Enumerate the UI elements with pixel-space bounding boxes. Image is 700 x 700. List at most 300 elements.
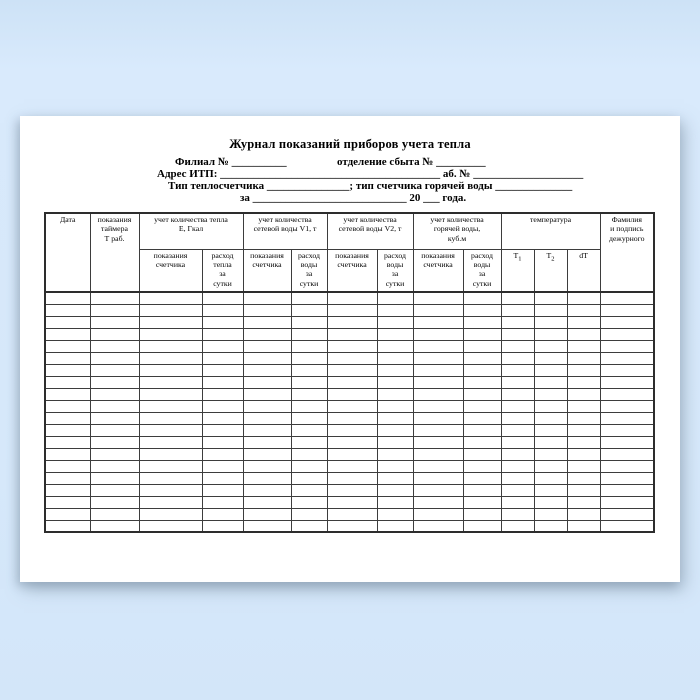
empty-cell — [45, 520, 90, 532]
empty-cell — [139, 424, 202, 436]
empty-cell — [45, 508, 90, 520]
empty-cell — [90, 484, 139, 496]
temp-t2-base: T — [546, 250, 552, 260]
branch-field — [175, 156, 287, 168]
empty-cell — [534, 460, 567, 472]
empty-cell — [327, 412, 377, 424]
empty-cell — [567, 388, 600, 400]
empty-cell — [600, 364, 654, 376]
empty-cell — [463, 400, 501, 412]
empty-cell — [600, 436, 654, 448]
empty-cell — [327, 472, 377, 484]
empty-cell — [243, 460, 291, 472]
empty-cell — [600, 484, 654, 496]
empty-cell — [534, 316, 567, 328]
document-title: Журнал показаний приборов учета тепла — [229, 137, 471, 151]
empty-cell — [567, 520, 600, 532]
empty-row — [45, 328, 654, 340]
empty-cell — [291, 400, 327, 412]
empty-cell — [377, 508, 413, 520]
empty-cell — [139, 316, 202, 328]
empty-cell — [534, 436, 567, 448]
empty-cell — [243, 352, 291, 364]
period-field — [240, 192, 466, 204]
empty-cell — [291, 292, 327, 304]
empty-cell — [291, 472, 327, 484]
empty-cell — [90, 400, 139, 412]
empty-cell — [413, 496, 463, 508]
empty-cell — [600, 460, 654, 472]
empty-cell — [413, 472, 463, 484]
empty-cell — [534, 292, 567, 304]
empty-cell — [413, 520, 463, 532]
empty-cell — [600, 376, 654, 388]
empty-cell — [501, 376, 534, 388]
empty-cell — [243, 364, 291, 376]
empty-cell — [567, 412, 600, 424]
empty-row — [45, 364, 654, 376]
heatmeter-type-label: Тип теплосчетчика — [168, 180, 265, 192]
empty-cell — [501, 520, 534, 532]
empty-cell — [377, 448, 413, 460]
empty-cell — [291, 496, 327, 508]
empty-cell — [90, 316, 139, 328]
empty-cell — [45, 376, 90, 388]
empty-cell — [45, 412, 90, 424]
empty-cell — [90, 508, 139, 520]
empty-cell — [600, 496, 654, 508]
empty-cell — [377, 364, 413, 376]
header-hotwater-meter-reading: показания счетчика — [413, 249, 463, 292]
header-group-network-water-v1: учет количества сетевой воды V1, т — [243, 213, 327, 249]
empty-cell — [139, 388, 202, 400]
empty-cell — [377, 496, 413, 508]
empty-cell — [567, 292, 600, 304]
empty-cell — [501, 364, 534, 376]
empty-cell — [139, 472, 202, 484]
header-temp-t2 — [534, 249, 567, 292]
empty-cell — [463, 304, 501, 316]
empty-cell — [202, 424, 243, 436]
empty-cell — [202, 448, 243, 460]
empty-cell — [501, 436, 534, 448]
empty-cell — [90, 460, 139, 472]
empty-cell — [534, 376, 567, 388]
empty-cell — [202, 436, 243, 448]
empty-cell — [534, 496, 567, 508]
empty-cell — [534, 472, 567, 484]
empty-cell — [413, 388, 463, 400]
empty-row — [45, 472, 654, 484]
empty-cell — [90, 388, 139, 400]
empty-cell — [567, 328, 600, 340]
empty-cell — [202, 364, 243, 376]
empty-cell — [139, 436, 202, 448]
empty-row — [45, 400, 654, 412]
empty-cell — [463, 484, 501, 496]
header-hotwater-daily-consumption: расход воды за сутки — [463, 249, 501, 292]
temp-t1-sub: 1 — [518, 255, 522, 263]
empty-cell — [202, 304, 243, 316]
empty-cell — [45, 460, 90, 472]
empty-cell — [243, 388, 291, 400]
header-temp-dt — [567, 249, 600, 292]
address-blank: ________________________________________ — [220, 168, 441, 180]
empty-cell — [327, 352, 377, 364]
empty-cell — [291, 460, 327, 472]
empty-cell — [327, 328, 377, 340]
empty-cell — [45, 496, 90, 508]
empty-cell — [463, 436, 501, 448]
empty-cell — [243, 472, 291, 484]
empty-cell — [600, 340, 654, 352]
empty-cell — [413, 328, 463, 340]
empty-cell — [139, 448, 202, 460]
empty-cell — [139, 292, 202, 304]
empty-cell — [463, 376, 501, 388]
empty-cell — [567, 304, 600, 316]
empty-row — [45, 388, 654, 400]
empty-cell — [327, 388, 377, 400]
empty-cell — [413, 292, 463, 304]
empty-cell — [202, 412, 243, 424]
empty-cell — [501, 412, 534, 424]
empty-cell — [45, 316, 90, 328]
empty-cell — [202, 316, 243, 328]
empty-cell — [534, 352, 567, 364]
empty-cell — [243, 508, 291, 520]
empty-cell — [501, 460, 534, 472]
subscriber-number-label: аб. № — [442, 168, 471, 180]
empty-cell — [291, 424, 327, 436]
empty-cell — [327, 496, 377, 508]
empty-cell — [139, 484, 202, 496]
readings-table — [44, 212, 655, 533]
empty-cell — [413, 352, 463, 364]
empty-cell — [463, 316, 501, 328]
empty-cell — [567, 484, 600, 496]
empty-cell — [243, 412, 291, 424]
empty-cell — [291, 376, 327, 388]
empty-cell — [534, 388, 567, 400]
empty-cell — [600, 388, 654, 400]
empty-cell — [45, 352, 90, 364]
empty-cell — [139, 412, 202, 424]
empty-cell — [202, 292, 243, 304]
empty-cell — [534, 328, 567, 340]
empty-cell — [327, 508, 377, 520]
empty-cell — [534, 340, 567, 352]
empty-cell — [327, 376, 377, 388]
empty-cell — [600, 400, 654, 412]
empty-cell — [377, 388, 413, 400]
empty-cell — [327, 460, 377, 472]
empty-cell — [463, 520, 501, 532]
header-signature: Фамилия и подпись дежурного — [600, 213, 654, 292]
temp-t1-base: T — [513, 250, 519, 260]
empty-cell — [600, 304, 654, 316]
empty-cell — [202, 400, 243, 412]
empty-cell — [463, 424, 501, 436]
header-temp-t1 — [501, 249, 534, 292]
empty-row — [45, 304, 654, 316]
header-group-temperature: температура — [501, 213, 600, 249]
empty-cell — [377, 460, 413, 472]
empty-cell — [534, 484, 567, 496]
empty-cell — [291, 340, 327, 352]
header-group-hot-water: учет количества горячей воды, куб.м — [413, 213, 501, 249]
empty-cell — [600, 520, 654, 532]
empty-cell — [291, 520, 327, 532]
empty-cell — [291, 412, 327, 424]
empty-row — [45, 292, 654, 304]
empty-cell — [567, 508, 600, 520]
empty-cell — [243, 484, 291, 496]
empty-cell — [377, 328, 413, 340]
empty-cell — [243, 496, 291, 508]
empty-cell — [45, 472, 90, 484]
empty-cell — [45, 328, 90, 340]
empty-cell — [377, 400, 413, 412]
table-body — [45, 292, 654, 532]
temp-dt-base: dT — [579, 250, 588, 260]
empty-cell — [90, 352, 139, 364]
empty-cell — [377, 424, 413, 436]
sales-blank: _________ — [436, 156, 486, 168]
empty-row — [45, 448, 654, 460]
empty-cell — [377, 436, 413, 448]
empty-cell — [534, 424, 567, 436]
empty-cell — [600, 424, 654, 436]
empty-cell — [501, 388, 534, 400]
empty-cell — [202, 460, 243, 472]
header-heat-daily-consumption: расход тепла за сутки — [202, 249, 243, 292]
empty-cell — [600, 352, 654, 364]
empty-cell — [377, 412, 413, 424]
subscriber-number-blank: ____________________ — [473, 168, 584, 180]
hotwater-meter-blank: ______________ — [495, 180, 573, 192]
header-v2-daily-consumption: расход воды за сутки — [377, 249, 413, 292]
address-field — [157, 168, 583, 180]
empty-cell — [202, 376, 243, 388]
empty-cell — [600, 328, 654, 340]
empty-cell — [327, 364, 377, 376]
empty-cell — [45, 304, 90, 316]
empty-cell — [501, 400, 534, 412]
header-v1-meter-reading: показания счетчика — [243, 249, 291, 292]
year-blank: ___ — [423, 192, 440, 204]
empty-cell — [600, 472, 654, 484]
empty-cell — [463, 340, 501, 352]
empty-cell — [600, 316, 654, 328]
empty-cell — [202, 340, 243, 352]
empty-cell — [243, 328, 291, 340]
header-v1-daily-consumption: расход воды за сутки — [291, 249, 327, 292]
empty-cell — [45, 400, 90, 412]
empty-cell — [600, 508, 654, 520]
empty-cell — [139, 400, 202, 412]
empty-cell — [501, 328, 534, 340]
year-century: 20 — [409, 192, 421, 204]
empty-cell — [139, 376, 202, 388]
empty-cell — [327, 448, 377, 460]
empty-cell — [567, 460, 600, 472]
empty-cell — [90, 424, 139, 436]
empty-cell — [463, 460, 501, 472]
empty-cell — [463, 388, 501, 400]
empty-cell — [139, 460, 202, 472]
empty-cell — [202, 352, 243, 364]
empty-cell — [139, 304, 202, 316]
empty-cell — [243, 292, 291, 304]
period-blank: ____________________________ — [252, 192, 407, 204]
empty-cell — [463, 448, 501, 460]
empty-cell — [600, 292, 654, 304]
empty-cell — [534, 520, 567, 532]
meter-type-field — [168, 180, 572, 192]
header-heat-meter-reading: показания счетчика — [139, 249, 202, 292]
empty-row — [45, 460, 654, 472]
header-timer: показания таймера Т раб. — [90, 213, 139, 292]
document-page — [20, 116, 680, 582]
empty-cell — [243, 340, 291, 352]
empty-cell — [567, 340, 600, 352]
empty-cell — [501, 304, 534, 316]
empty-cell — [567, 352, 600, 364]
empty-cell — [413, 508, 463, 520]
empty-cell — [567, 448, 600, 460]
empty-cell — [463, 364, 501, 376]
empty-cell — [90, 436, 139, 448]
empty-cell — [243, 304, 291, 316]
empty-cell — [463, 352, 501, 364]
empty-cell — [463, 472, 501, 484]
empty-cell — [413, 304, 463, 316]
empty-cell — [139, 508, 202, 520]
empty-cell — [90, 412, 139, 424]
empty-cell — [567, 436, 600, 448]
empty-cell — [202, 520, 243, 532]
empty-cell — [463, 496, 501, 508]
empty-row — [45, 424, 654, 436]
empty-cell — [413, 424, 463, 436]
empty-cell — [413, 412, 463, 424]
empty-cell — [291, 316, 327, 328]
empty-cell — [202, 472, 243, 484]
empty-cell — [501, 472, 534, 484]
empty-cell — [243, 436, 291, 448]
empty-cell — [413, 340, 463, 352]
empty-cell — [202, 328, 243, 340]
empty-cell — [327, 304, 377, 316]
empty-cell — [327, 520, 377, 532]
empty-cell — [291, 328, 327, 340]
empty-cell — [90, 520, 139, 532]
empty-cell — [567, 424, 600, 436]
empty-cell — [463, 292, 501, 304]
empty-cell — [243, 400, 291, 412]
branch-label: Филиал № — [175, 156, 229, 168]
empty-cell — [501, 448, 534, 460]
empty-cell — [327, 424, 377, 436]
empty-cell — [534, 508, 567, 520]
empty-cell — [501, 340, 534, 352]
empty-cell — [202, 388, 243, 400]
empty-cell — [567, 400, 600, 412]
empty-cell — [291, 364, 327, 376]
empty-cell — [45, 424, 90, 436]
empty-cell — [90, 304, 139, 316]
empty-cell — [377, 484, 413, 496]
empty-row — [45, 340, 654, 352]
address-label: Адрес ИТП: — [157, 168, 218, 180]
empty-cell — [45, 340, 90, 352]
temp-t2-sub: 2 — [551, 255, 555, 263]
header-group-network-water-v2: учет количества сетевой воды V2, т — [327, 213, 413, 249]
empty-cell — [600, 448, 654, 460]
empty-cell — [377, 472, 413, 484]
empty-cell — [567, 364, 600, 376]
empty-cell — [327, 340, 377, 352]
empty-cell — [139, 328, 202, 340]
period-label: за — [240, 192, 250, 204]
sales-label: отделение сбыта № — [337, 156, 434, 168]
empty-cell — [463, 412, 501, 424]
branch-blank: __________ — [231, 156, 287, 168]
empty-cell — [291, 436, 327, 448]
empty-cell — [291, 484, 327, 496]
empty-cell — [139, 520, 202, 532]
empty-cell — [202, 484, 243, 496]
empty-cell — [501, 316, 534, 328]
empty-cell — [534, 448, 567, 460]
heatmeter-type-blank: _______________ — [266, 180, 350, 192]
empty-cell — [45, 436, 90, 448]
empty-cell — [567, 496, 600, 508]
empty-cell — [413, 316, 463, 328]
empty-cell — [90, 328, 139, 340]
empty-cell — [139, 352, 202, 364]
empty-cell — [501, 508, 534, 520]
empty-cell — [291, 448, 327, 460]
empty-cell — [327, 292, 377, 304]
empty-cell — [243, 520, 291, 532]
empty-cell — [291, 352, 327, 364]
hotwater-meter-label: ; тип счетчика горячей воды — [349, 180, 493, 192]
empty-cell — [202, 496, 243, 508]
empty-row — [45, 520, 654, 532]
sales-field — [337, 156, 486, 168]
empty-cell — [501, 496, 534, 508]
empty-row — [45, 412, 654, 424]
header-group-heat: учет количества тепла Е, Гкал — [139, 213, 243, 249]
empty-cell — [377, 520, 413, 532]
empty-cell — [139, 496, 202, 508]
empty-cell — [600, 412, 654, 424]
empty-cell — [90, 340, 139, 352]
empty-cell — [327, 400, 377, 412]
empty-cell — [90, 472, 139, 484]
empty-cell — [45, 364, 90, 376]
empty-cell — [413, 400, 463, 412]
empty-row — [45, 484, 654, 496]
empty-cell — [243, 376, 291, 388]
empty-cell — [501, 292, 534, 304]
empty-cell — [45, 388, 90, 400]
empty-cell — [139, 364, 202, 376]
empty-cell — [463, 328, 501, 340]
empty-cell — [243, 316, 291, 328]
